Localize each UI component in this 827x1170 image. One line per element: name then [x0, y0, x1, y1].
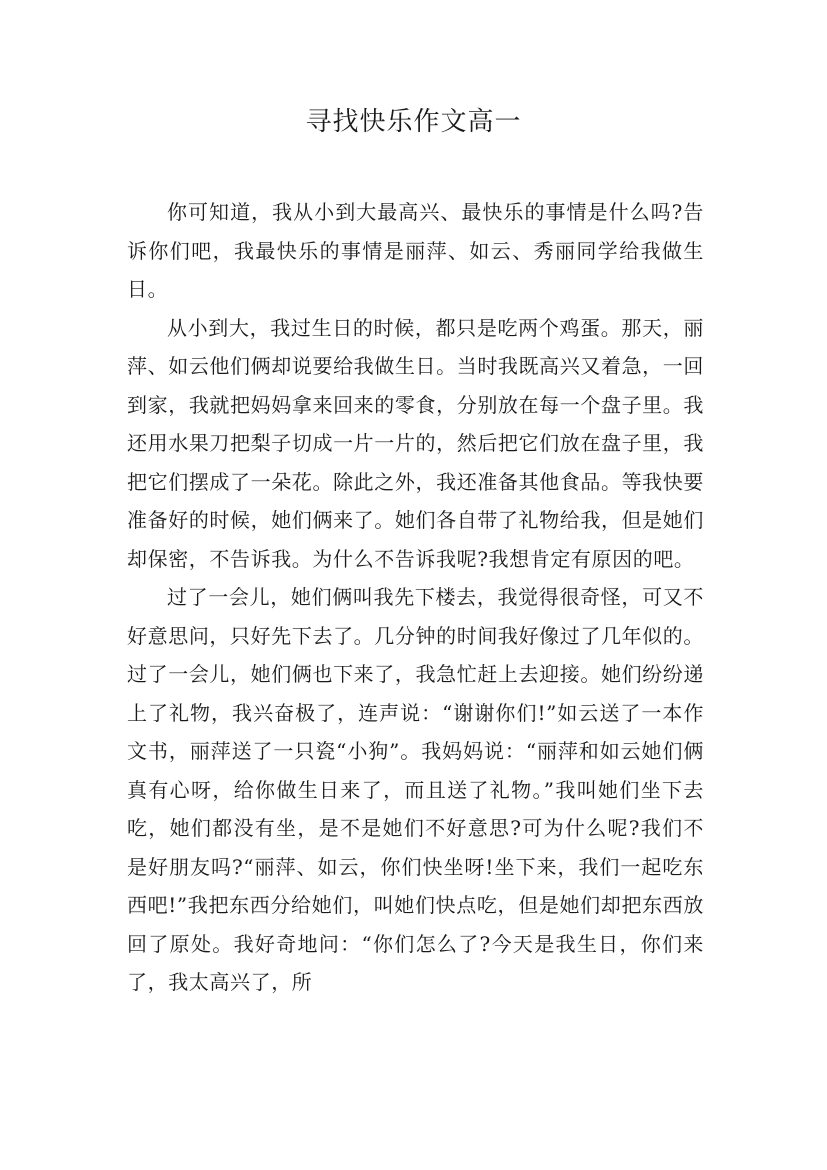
document-title: 寻找快乐作文高一 — [305, 107, 522, 137]
paragraph-2: 从小到大，我过生日的时候，都只是吃两个鸡蛋。那天，丽萍、如云他们俩却说要给我做生日。当时我既高兴又着急，一回到家，我就把妈妈拿来回来的零食，分别放在每一个盘子里。我还用水果刀把梨子切成一片一片的，然后把它们放在盘子里，我把它们摆成了一朵花。除此之外，我还准备其他食品。等我快要准备好的时候，她们俩来了。她们各自带了礼物给我，但是她们却保密，不告诉我。为什么不告诉我呢?我想肯定有原因的吧。 — [127, 315, 704, 571]
paragraph-3: 过了一会儿，她们俩叫我先下楼去，我觉得很奇怪，可又不好意思问，只好先下去了。几分钟的时间我好像过了几年似的。过了一会儿，她们俩也下来了，我急忙赶上去迎接。她们纷纷递上了礼物，我兴奋极了，连声说：“谢谢你们!”如云送了一本作文书，丽萍送了一只瓷“小狗”。我妈妈说：“丽萍和如云她们俩真有心呀，给你做生日来了，而且送了礼物。”我叫她们坐下去吃，她们都没有坐，是不是她们不好意思?可为什么呢?我们不是好朋友吗?“丽萍、如云，你们快坐呀!坐下来，我们一起吃东西吧!”我把东西分给她们，叫她们快点吃，但是她们却把东西放回了原处。我好奇地问：“你们怎么了?今天是我生日，你们来了，我太高兴了，所 — [127, 585, 704, 994]
document-body — [127, 193, 704, 1002]
paragraph-1: 你可知道，我从小到大最高兴、最快乐的事情是什么吗?告诉你们吧，我最快乐的事情是丽萍、如云、秀丽同学给我做生日。 — [127, 200, 704, 301]
